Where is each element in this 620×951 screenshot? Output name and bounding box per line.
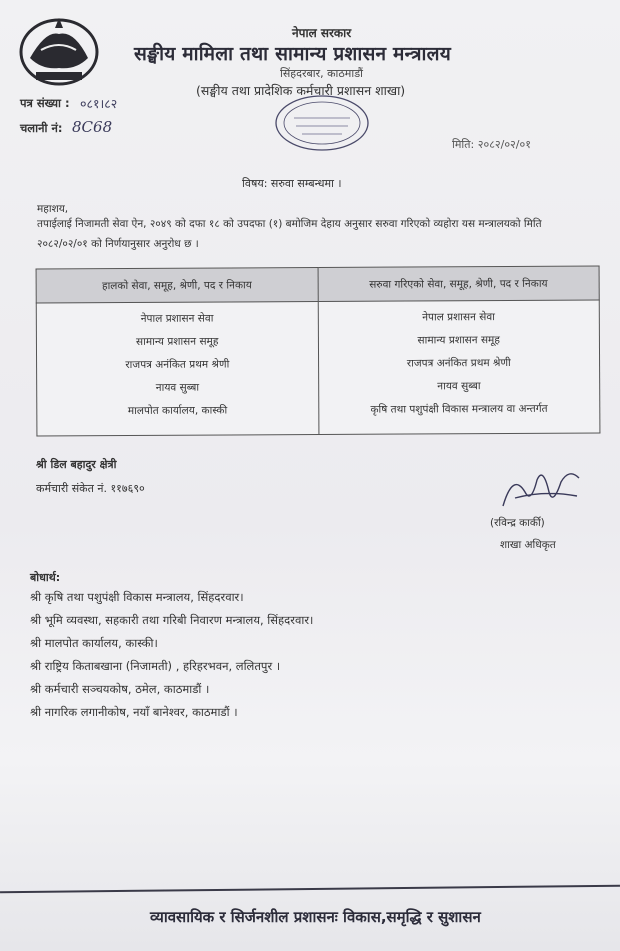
transferred-post: नायव सुब्बा xyxy=(437,380,481,393)
ministry-address: सिंहदरबार, काठमाडौं xyxy=(280,67,363,80)
bodharth-list xyxy=(30,586,590,724)
current-post: नायव सुब्बा xyxy=(155,381,200,394)
list-item: श्री कर्मचारी सञ्चयकोष, ठमेल, काठमाडौं । xyxy=(30,682,210,696)
header-current: हालको सेवा, समूह, श्रेणी, पद र निकाय xyxy=(36,268,318,303)
letter-date: मिति: २०८२/०२/०१ xyxy=(452,138,531,151)
patra-sankhya-label: पत्र संख्या : xyxy=(20,96,70,110)
signatory-title: शाखा अधिकृत xyxy=(500,539,556,551)
list-item: श्री मालपोत कार्यालय, कास्की। xyxy=(30,636,158,650)
salutation: महाशय, xyxy=(37,203,69,215)
footer-divider xyxy=(0,885,620,893)
chalani-value: 8C68 xyxy=(72,118,113,136)
office-stamp-icon xyxy=(272,92,372,154)
government-emblem-icon xyxy=(16,10,102,90)
list-item: श्री नागरिक लगानीकोष, नयाँ बानेश्वर, काठमाडौं । xyxy=(30,705,238,719)
transferred-class: राजपत्र अनंकित प्रथम श्रेणी xyxy=(406,356,511,370)
transferred-group: सामान्य प्रशासन समूह xyxy=(417,334,500,347)
chalani-label: चलानी नं: xyxy=(20,121,63,135)
bodharth-label: बोधार्थ: xyxy=(30,571,61,584)
footer-slogan: व्यावसायिक र सिर्जनशील प्रशासनः विकास,समृद्धि र सुशासन xyxy=(150,908,481,926)
header-transferred: सरुवा गरिएको सेवा, समूह, श्रेणी, पद र निकाय xyxy=(318,266,600,301)
current-office: मालपोत कार्यालय, कास्की xyxy=(127,404,228,417)
list-item: श्री राष्ट्रिय किताबखाना (निजामती) , हरिहरभवन, ललितपुर । xyxy=(30,659,281,673)
government-name: नेपाल सरकार xyxy=(292,26,352,40)
signatory-name: (रविन्द्र कार्की) xyxy=(490,517,545,529)
recipient-name: श्री डिल बहादुर क्षेत्री xyxy=(36,458,117,471)
transferred-office: कृषि तथा पशुपंक्षी विकास मन्त्रालय वा अन्तर्गत xyxy=(370,402,548,416)
employee-number: कर्मचारी संकेत नं. ११७६९० xyxy=(36,482,145,495)
current-class: राजपत्र अनंकित प्रथम श्रेणी xyxy=(125,358,230,372)
branch-name: (सङ्घीय तथा प्रादेशिक कर्मचारी प्रशासन शाखा) xyxy=(196,83,406,98)
signature-icon xyxy=(495,462,585,514)
transfer-table xyxy=(36,266,601,437)
list-item: श्री कृषि तथा पशुपंक्षी विकास मन्त्रालय, सिंहदरवार। xyxy=(30,590,244,604)
ministry-title: सङ्घीय मामिला तथा सामान्य प्रशासन मन्त्रालय xyxy=(134,43,451,65)
list-item: श्री भूमि व्यवस्था, सहकारी तथा गरिबी निवारण मन्त्रालय, सिंहदरवार। xyxy=(30,613,314,627)
patra-sankhya-value: ०८१।८२ xyxy=(80,96,118,111)
letter-body: तपाईलाई निजामती सेवा ऐन, २०४९ को दफा १८ को उपदफा (१) बमोजिम देहाय अनुसार सरुवा गरिएको व्यहोरा यस मन्त्रालयको मिति २०८२/०२/०१ को निर्णयानुसार अनुरोध छ । xyxy=(37,218,542,250)
transferred-details xyxy=(322,307,595,423)
current-group: सामान्य प्रशासन समूह xyxy=(135,335,219,348)
current-details xyxy=(41,308,314,424)
letter-subject: विषय: सरुवा सम्बन्धमा । xyxy=(242,177,342,190)
current-service: नेपाल प्रशासन सेवा xyxy=(140,312,214,325)
transferred-service: नेपाल प्रशासन सेवा xyxy=(422,311,495,324)
